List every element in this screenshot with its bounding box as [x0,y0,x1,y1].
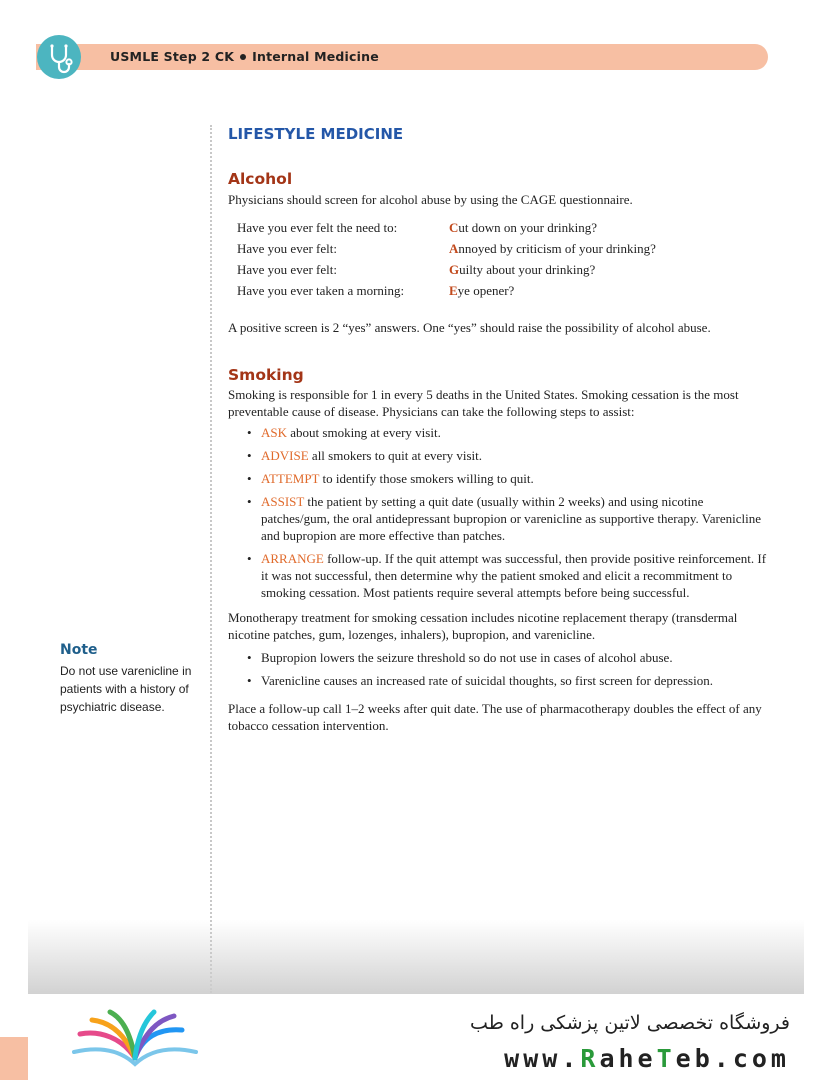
cage-row [237,280,768,301]
note-text: Do not use varenicline in patients with a history of psychiatric disease. [60,664,192,714]
cage-question: Have you ever taken a morning: [237,283,405,298]
running-header [110,49,379,64]
cage-rest: ye opener? [457,283,515,298]
monotherapy-paragraph: Monotherapy treatment for smoking cessation includes nicotine replacement therapy (transdermal nicotine patches, gum, lozenges, inhalers), bupropion, and varenicline. [228,610,738,642]
alcohol-positive-screen: A positive screen is 2 “yes” answers. One “yes” should raise the possibility of alcohol abuse. [228,320,711,335]
step-keyword: ASK [261,425,288,440]
smoking-intro: Smoking is responsible for 1 in every 5 deaths in the United States. Smoking cessation is the most preventable cause of disease. Physicians can take the following steps to assist: [228,387,739,419]
site-ahe: ahe [599,1044,657,1073]
smoking-heading: Smoking [228,366,304,384]
followup-paragraph: Place a follow-up call 1–2 weeks after quit date. The use of pharmacotherapy doubles the effect of any tobacco cessation intervention. [228,701,762,733]
cage-question: Have you ever felt the need to: [237,220,398,235]
step-text: all smokers to quit at every visit. [308,448,482,463]
cage-question: Have you ever felt: [237,241,337,256]
open-book-logo-icon [70,1008,200,1070]
site-eb: eb [675,1044,714,1073]
page-bottom-shadow [28,920,804,994]
cage-answer [449,280,514,301]
list-item [228,550,768,601]
alcohol-intro: Physicians should screen for alcohol abuse by using the CAGE questionnaire. [228,192,633,207]
cage-row [237,217,768,238]
cage-rest: ut down on your drinking? [458,220,598,235]
store-website [430,1044,790,1073]
cage-answer [449,259,595,280]
step-text: to identify those smokers willing to quit. [319,471,534,486]
step-text: the patient by setting a quit date (usually within 2 weeks) and using nicotine patches/gum, the oral antidepressant bupropion or varenicline as supportive therapy. Varenicline and bupropion are more effective than patches. [261,494,761,543]
cage-row [237,259,768,280]
step-keyword: ADVISE [261,448,309,463]
header-subject: Internal Medicine [252,49,379,64]
cage-answer [449,217,597,238]
page-edge-tab [0,1037,28,1080]
bullet-dot-icon [240,54,246,60]
note-title: Note [60,642,98,658]
step-keyword: ATTEMPT [261,471,320,486]
step-text: about smoking at every visit. [287,425,441,440]
step-keyword: ASSIST [261,494,305,509]
stethoscope-logo-icon [37,35,81,79]
main-column [228,125,768,734]
site-prefix: www. [504,1044,581,1073]
note-sidebar [60,642,195,716]
list-item [228,470,768,487]
list-item: • Varenicline causes an increased rate of suicidal thoughts, so first screen for depression. [228,672,768,689]
alcohol-heading: Alcohol [228,170,293,188]
list-item: • Bupropion lowers the seizure threshold so do not use in cases of alcohol abuse. [228,649,768,666]
cage-rest: nnoyed by criticism of your drinking? [458,241,656,256]
five-a-steps-list [228,424,768,601]
section-title: LIFESTYLE MEDICINE [228,125,404,143]
cage-question: Have you ever felt: [237,262,337,277]
list-item [228,493,768,544]
cage-questionnaire [237,217,768,301]
cage-letter: A [449,241,459,256]
cage-letter: C [449,220,459,235]
drug-notes-list [228,649,768,689]
column-divider [210,125,212,993]
cage-letter: E [449,283,458,298]
list-item [228,424,768,441]
site-t: T [656,1044,676,1073]
site-suffix: .com [713,1044,790,1073]
cage-rest: uilty about your drinking? [459,262,596,277]
cage-answer [449,238,656,259]
header-book: USMLE Step 2 CK [110,49,235,64]
step-text: follow-up. If the quit attempt was successful, then provide positive reinforcement. If it was not successful, then determine why the patient smoked and elicit a recommitment to smoking cessation. Most patients require several attempts before being successful. [261,551,767,600]
site-r: R [580,1044,600,1073]
list-item [228,447,768,464]
cage-letter: G [449,262,460,277]
cage-row [237,238,768,259]
step-keyword: ARRANGE [261,551,324,566]
store-name-persian: فروشگاه تخصصی لاتین پزشکی راه طب [470,1012,790,1034]
